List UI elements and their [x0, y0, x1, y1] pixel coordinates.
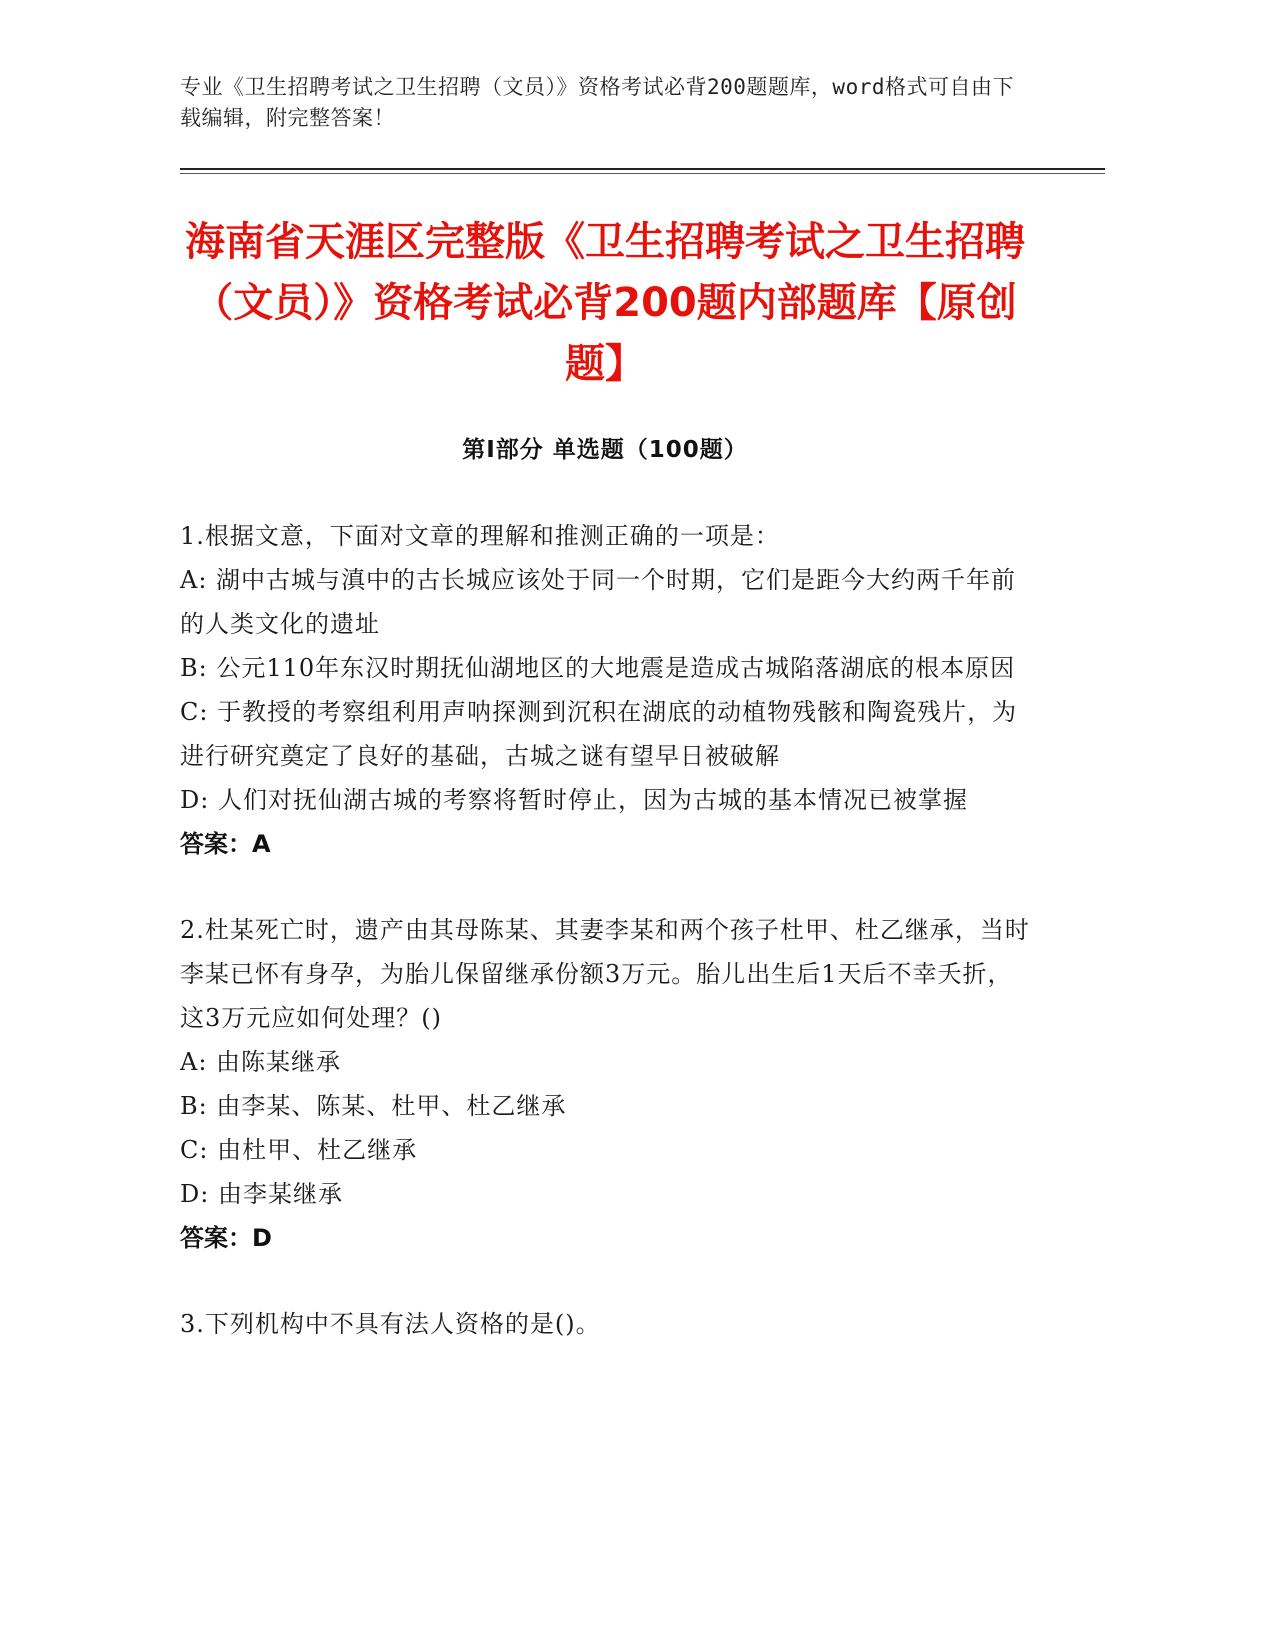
header-divider-thin — [180, 173, 1105, 174]
section-title: 第I部分 单选题（100题） — [462, 437, 748, 463]
question-text: 1.根据文意，下面对文章的理解和推测正确的一项是： — [180, 522, 780, 550]
option-a: A: 湖中古城与滇中的古长城应该处于同一个时期，它们是距今大约两千年前的人类文化的遗址 — [180, 566, 1017, 638]
question-text: 2.杜某死亡时，遗产由其母陈某、其妻李某和两个孩子杜甲、杜乙继承，当时李某已怀有身孕，为胎儿保留继承份额3万元。胎儿出生后1天后不幸夭折，这3万元应如何处理？() — [180, 916, 1030, 1032]
answer: 答案：A — [180, 830, 271, 858]
question-list — [180, 514, 1030, 1346]
document-title: 海南省天涯区完整版《卫生招聘考试之卫生招聘（文员）》资格考试必背200题内部题库【原创题】 — [185, 219, 1025, 387]
option-d: D: 人们对抚仙湖古城的考察将暂时停止，因为古城的基本情况已被掌握 — [180, 786, 968, 814]
option-c: C: 于教授的考察组利用声呐探测到沉积在湖底的动植物残骸和陶瓷残片，为进行研究奠定了良好的基础，古城之谜有望早日被破解 — [180, 698, 1018, 770]
option-c: C: 由杜甲、杜乙继承 — [180, 1136, 418, 1164]
option-a: A: 由陈某继承 — [180, 1048, 342, 1076]
header-note: 专业《卫生招聘考试之卫生招聘（文员）》资格考试必背200题题库，word格式可自由下载编辑，附完整答案！ — [180, 75, 1014, 130]
question-text: 3.下列机构中不具有法人资格的是()。 — [180, 1310, 601, 1338]
question-1 — [180, 514, 1030, 866]
document-page — [180, 72, 1105, 1388]
option-d: D: 由李某继承 — [180, 1180, 343, 1208]
option-b: B: 由李某、陈某、杜甲、杜乙继承 — [180, 1092, 567, 1120]
answer: 答案：D — [180, 1224, 272, 1252]
option-b: B: 公元110年东汉时期抚仙湖地区的大地震是造成古城陷落湖底的根本原因 — [180, 654, 1016, 682]
header-divider-thick — [180, 168, 1105, 170]
question-2 — [180, 908, 1030, 1260]
question-3 — [180, 1302, 1030, 1346]
